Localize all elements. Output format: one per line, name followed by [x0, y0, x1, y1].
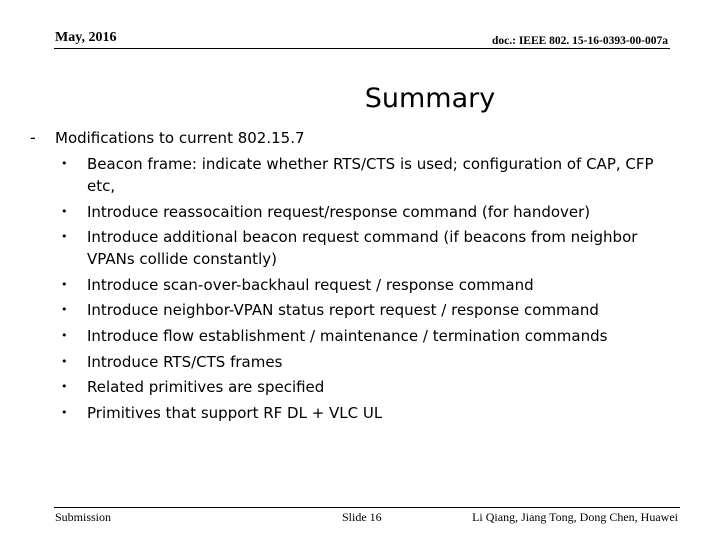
sub-bullet-text: Primitives that support RF DL + VLC UL: [87, 403, 383, 422]
footer-slide-number: Slide 16: [342, 510, 382, 524]
sub-bullet-item: [55, 402, 675, 424]
bullet-dot: •: [61, 405, 68, 419]
bullet-dot: •: [61, 230, 68, 244]
top-bullet-marker: -: [30, 128, 36, 147]
bullet-dot: •: [61, 277, 68, 291]
sub-bullet-item: [55, 153, 675, 197]
footer-authors: Li Qiang, Jiang Tong, Dong Chen, Huawei: [472, 510, 678, 524]
top-bullet-text: Modifications to current 802.15.7: [55, 129, 305, 147]
slide-title: Summary: [364, 83, 496, 114]
bullet-dot: •: [61, 380, 68, 394]
sub-bullet-text: Introduce neighbor-VPAN status report request / response command: [87, 301, 599, 320]
footer-divider: [54, 507, 680, 508]
sub-bullet-text: Introduce flow establishment / maintenance / termination commands: [87, 326, 608, 345]
bullet-dot: •: [61, 157, 68, 170]
header-doc-id: doc.: IEEE 802. 15-16-0393-00-007a: [491, 35, 668, 47]
sub-bullet-item: [55, 299, 675, 321]
sub-bullet-text: Introduce additional beacon request command (if beacons from neighbor VPANs collide constantly): [87, 228, 638, 269]
sub-bullet-item: [55, 325, 675, 347]
header-date: May, 2016: [55, 30, 117, 45]
sub-bullet-text: Introduce reassocaition request/response command (for handover): [87, 202, 591, 221]
header-divider: [54, 48, 670, 49]
sub-bullet-item: [55, 376, 675, 398]
sub-bullet-text: Introduce RTS/CTS frames: [87, 352, 283, 371]
bullet-dot: •: [61, 354, 68, 368]
bullet-dot: •: [61, 328, 68, 342]
sub-bullet-item: [55, 351, 675, 373]
footer-submission: Submission: [55, 510, 112, 524]
sub-bullet-list: [55, 153, 675, 427]
slide-title-wrap: [0, 82, 720, 116]
sub-bullet-text: Related primitives are specified: [87, 378, 325, 397]
sub-bullet-text: Beacon frame: indicate whether RTS/CTS is used; configuration of CAP, CFP etc,: [87, 155, 654, 195]
sub-bullet-item: [55, 274, 675, 296]
sub-bullet-item: [55, 201, 675, 223]
sub-bullet-item: [55, 226, 675, 270]
bullet-dot: •: [61, 204, 68, 218]
sub-bullet-text: Introduce scan-over-backhaul request / response command: [87, 275, 534, 294]
bullet-dot: •: [61, 303, 68, 317]
